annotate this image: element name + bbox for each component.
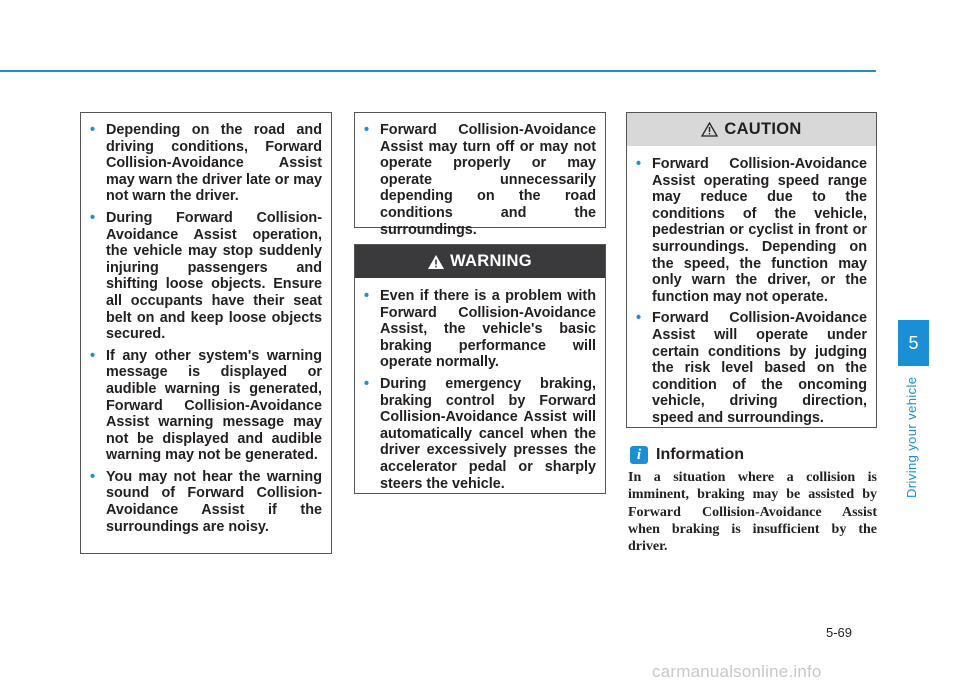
bullet-icon: • (636, 156, 642, 172)
bullet-item: • If any other system's warning message is displayed or audible warning is generated, Forward Collision-Avoidance Assist warning message may not be displayed and audible warning may not be generated. (90, 347, 322, 464)
bullet-icon: • (364, 122, 370, 138)
information-title: Information (656, 446, 744, 463)
warning-header (355, 245, 605, 278)
chapter-tab: 5 (898, 320, 929, 366)
bullet-icon: • (90, 468, 96, 485)
bullet-item: • Depending on the road and driving conditions, Forward Collision-Avoidance Assist may warn the driver late or may not warn the driver. (90, 122, 322, 205)
chapter-title-text: Driving your vehicle (904, 376, 919, 498)
caution-bullet-list (636, 156, 867, 427)
bullet-item: • Forward Collision-Avoidance Assist operating speed range may reduce due to the conditions of the vehicle, pedestrian or cyclist in front or surroundings. Depending on the speed, the function may only warn the driver, or the function may not operate. (636, 156, 867, 305)
bullet-icon: • (90, 347, 96, 364)
watermark: carmanualsonline.info (652, 662, 822, 681)
warning-triangle-icon (428, 255, 444, 269)
warning-box (354, 244, 606, 494)
left-notice-box (80, 112, 332, 554)
bullet-item: • You may not hear the warning sound of Forward Collision-Avoidance Assist if the surroundings are noisy. (90, 468, 322, 535)
caution-body (627, 146, 876, 427)
info-icon: i (630, 446, 648, 464)
page-number: 5-69 (826, 625, 853, 640)
bullet-icon: • (90, 122, 96, 138)
warning-bullet-list (364, 288, 596, 492)
bullet-item: • Forward Collision-Avoidance Assist may turn off or may not operate properly or may operate unnecessarily depending on the road conditions and the surroundings. (364, 122, 596, 238)
caution-header (627, 113, 876, 146)
caution-box (626, 112, 877, 428)
header-rule (0, 70, 876, 72)
warning-title: WARNING (450, 252, 532, 270)
left-bullet-list (90, 122, 322, 535)
bullet-icon: • (364, 288, 370, 304)
bullet-item: • Forward Collision-Avoidance Assist will operate under certain conditions by judging the risk level based on the condition of the oncoming vehicle, driving direction, speed and surroundings. (636, 310, 867, 426)
caution-title: CAUTION (724, 120, 802, 138)
bullet-item: • During emergency braking, braking control by Forward Collision-Avoidance Assist will automatically cancel when the driver excessively presses the accelerator pedal or sharply steers the vehicle. (364, 375, 596, 492)
caution-triangle-icon (701, 122, 718, 137)
bullet-icon: • (90, 209, 96, 226)
bullet-icon: • (636, 310, 642, 327)
information-text: In a situation where a collision is imminent, braking may be assisted by Forward Collision-Avoidance Assist when braking is insufficient by the driver. (628, 470, 877, 555)
middle-notice-box (354, 112, 606, 238)
information-heading (630, 446, 744, 464)
bullet-item: • During Forward Collision-Avoidance Assist operation, the vehicle may stop suddenly injuring passengers and shifting loose objects. Ensure all occupants have their seat belt on and keep loose objects secured. (90, 209, 322, 343)
warning-body (355, 278, 605, 492)
middle-bullet-list (364, 122, 596, 238)
bullet-item: • Even if there is a problem with Forward Collision-Avoidance Assist, the vehicle's basic braking performance will operate normally. (364, 288, 596, 371)
bullet-icon: • (364, 375, 370, 392)
